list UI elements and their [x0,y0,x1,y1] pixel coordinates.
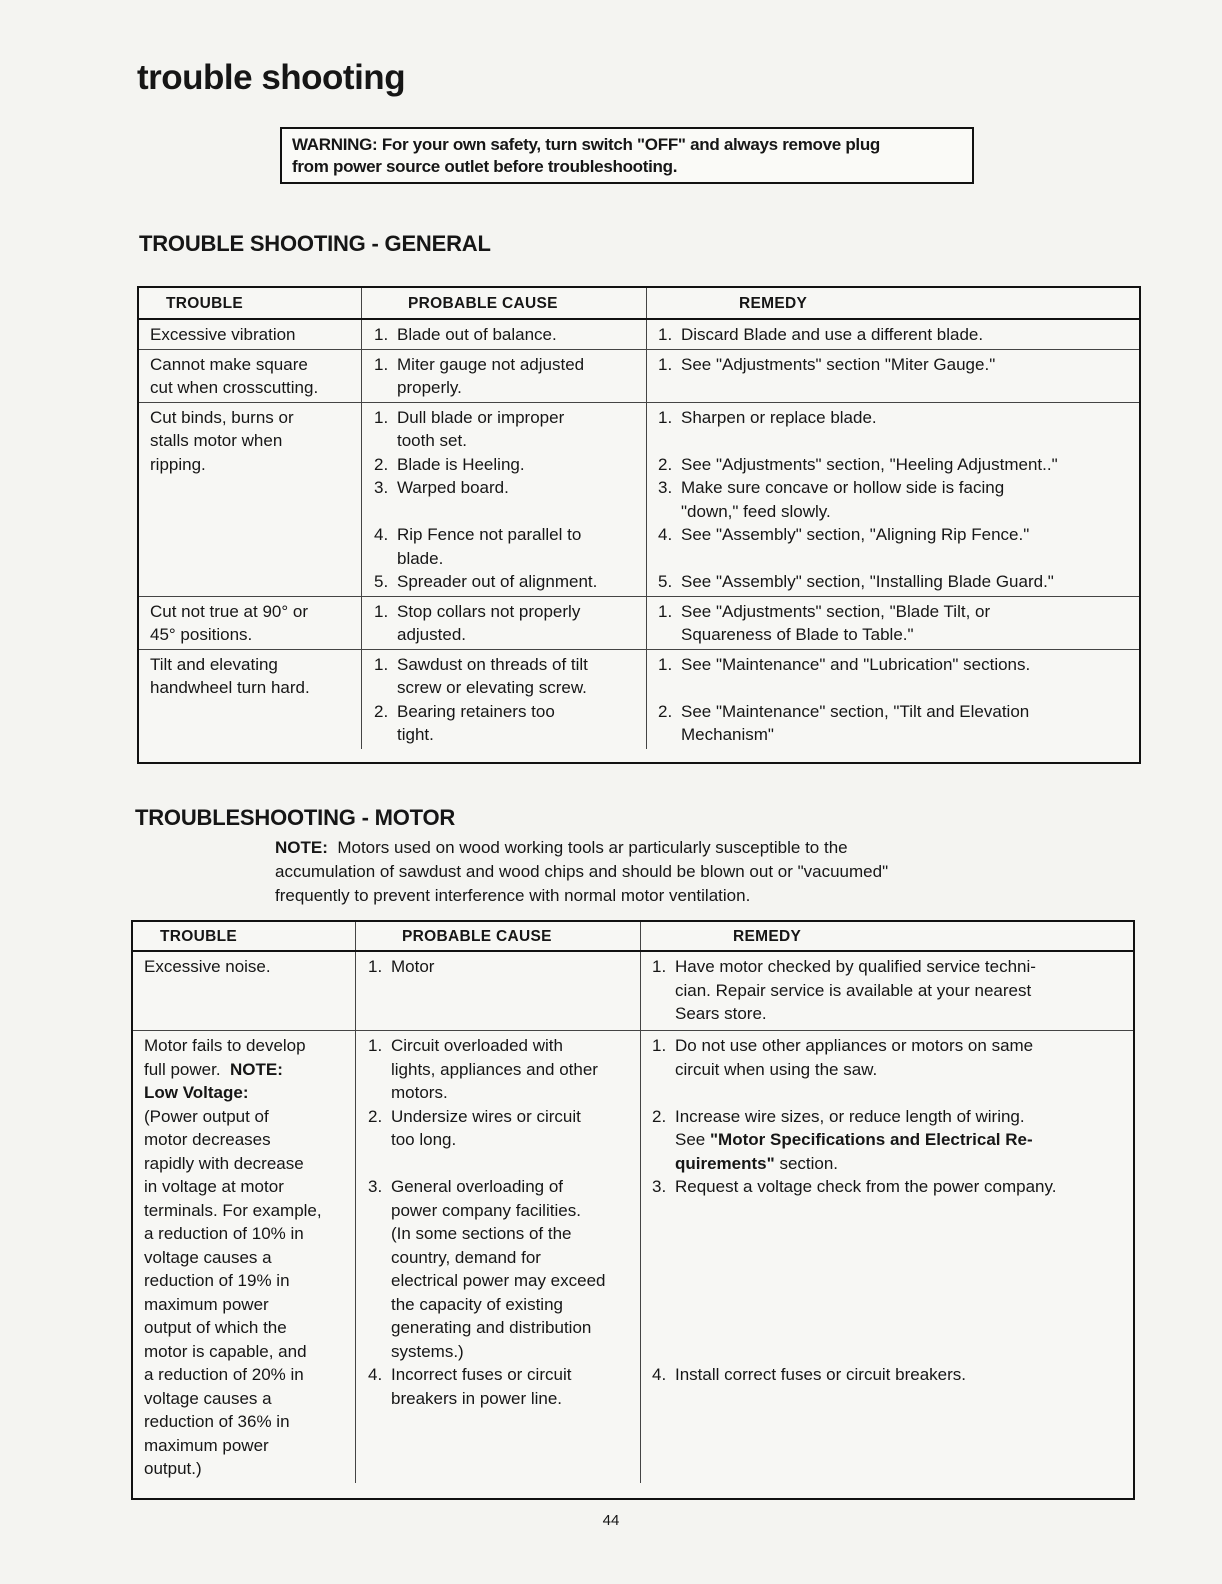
trouble-text: output of which the [144,1318,287,1337]
remedy-text: See [675,1130,706,1149]
header-trouble: TROUBLE [160,927,238,945]
warning-box [280,127,974,184]
item-number: 3. [374,478,389,497]
remedy-text: Sears store. [675,1004,767,1023]
trouble-text: Cut not true at 90° or [150,601,308,621]
header-cause: PROBABLE CAUSE [355,922,640,950]
remedy-text: See "Assembly" section, "Aligning Rip Fence." [681,525,1030,544]
item-number: 1. [374,407,389,427]
cause-text: Miter gauge not adjusted [397,354,585,374]
table-row [139,320,1139,350]
table-row [139,350,1139,403]
trouble-cell [139,320,361,349]
remedy-text: Sharpen or replace blade. [681,407,877,427]
header-remedy: REMEDY [640,922,1133,950]
remedy-text: See "Maintenance" section, "Tilt and Elevation [681,701,1030,721]
remedy-cell [646,597,1139,649]
cause-text: the capacity of existing [391,1294,563,1314]
item-number: 1. [658,601,673,621]
trouble-text: maximum power [144,1435,269,1455]
item-number: 1. [658,354,673,374]
cause-cell [361,597,646,649]
cause-text: motors. [391,1083,448,1102]
motor-note [275,836,1015,908]
trouble-text: Motor fails to develop [144,1036,306,1055]
table-row [139,650,1139,749]
trouble-text: in voltage at motor [144,1177,284,1196]
trouble-text: motor decreases [144,1130,271,1149]
trouble-text: Excessive vibration [150,325,296,344]
trouble-text: reduction of 36% in [144,1412,290,1431]
item-number: 1. [652,1036,667,1055]
cause-text: blade. [397,548,444,568]
table-row [139,597,1139,650]
remedy-text: cian. Repair service is available at your nearest [675,980,1032,1000]
trouble-text: 45° positions. [150,625,253,644]
item-number: 5. [374,572,389,591]
cause-text: Spreader out of alignment. [397,572,598,591]
trouble-text: voltage causes a [144,1388,272,1408]
note-text: Motors used on wood working tools ar particularly susceptible to the [337,838,848,857]
note-text: frequently to prevent interference with normal motor ventilation. [275,886,751,905]
cause-text: Circuit overloaded with [391,1036,563,1055]
cause-text: properly. [397,378,462,397]
trouble-text: ripping. [150,454,206,474]
cause-text: Incorrect fuses or circuit [391,1365,572,1384]
cause-text: screw or elevating screw. [397,678,587,697]
cause-text: systems.) [391,1341,464,1361]
page-number: 44 [602,1512,620,1529]
note-text: accumulation of sawdust and wood chips and should be blown out or "vacuumed" [275,862,889,881]
item-number: 1. [652,957,667,976]
remedy-cell [646,650,1139,749]
cause-text: Blade is Heeling. [397,454,525,474]
general-header-row [139,288,1139,320]
item-number: 1. [368,957,383,976]
item-number: 1. [368,1036,383,1055]
item-number: 1. [374,354,389,374]
note-label: NOTE: [275,838,328,857]
remedy-text: Install correct fuses or circuit breakers. [675,1365,966,1384]
cause-text: Motor [391,957,435,976]
trouble-cell [139,403,361,596]
trouble-text: cut when crosscutting. [150,378,319,397]
cause-text: electrical power may exceed [391,1271,606,1290]
item-number: 1. [658,654,673,674]
remedy-cell [640,1031,1133,1483]
trouble-text: voltage causes a [144,1247,272,1267]
cause-text: country, demand for [391,1247,541,1267]
remedy-bold-text: "Motor Specifications and Electrical Re- [709,1130,1033,1149]
cause-text: General overloading of [391,1177,564,1196]
remedy-text: circuit when using the saw. [675,1059,878,1079]
trouble-note-label: NOTE: [230,1059,283,1079]
item-number: 4. [374,525,389,544]
item-number: 4. [652,1365,667,1384]
cause-text: Blade out of balance. [397,325,557,344]
remedy-cell [640,952,1133,1030]
item-number: 4. [658,525,673,544]
item-number: 5. [658,572,673,591]
item-number: 2. [374,701,389,721]
cause-text: breakers in power line. [391,1388,563,1408]
cause-text: Rip Fence not parallel to [397,525,582,544]
cause-text: too long. [391,1130,457,1149]
remedy-text: Make sure concave or hollow side is facing [681,478,1005,497]
cause-text: (In some sections of the [391,1224,572,1243]
cause-cell [355,952,640,1030]
remedy-cell [646,403,1139,596]
general-table [137,286,1141,764]
motor-heading: TROUBLESHOOTING - MOTOR [135,805,456,830]
item-number: 1. [374,654,389,674]
trouble-cell [133,952,355,1030]
cause-text: adjusted. [397,625,466,644]
item-number: 3. [368,1177,383,1196]
remedy-text: Have motor checked by qualified service techni- [675,957,1036,976]
trouble-text: reduction of 19% in [144,1271,290,1290]
table-row [133,1031,1133,1483]
low-voltage-label: Low Voltage: [144,1083,249,1102]
remedy-text: Squareness of Blade to Table." [681,625,914,644]
trouble-cell [139,650,361,749]
table-row [139,403,1139,597]
header-remedy: REMEDY [646,288,1139,318]
cause-cell [361,320,646,349]
warning-line-1: WARNING: For your own safety, turn switch "OFF" and always remove plug [292,135,880,154]
item-number: 2. [652,1106,667,1126]
trouble-cell [139,350,361,402]
cause-text: Dull blade or improper [397,407,565,427]
trouble-text: output.) [144,1459,202,1478]
item-number: 3. [658,478,673,497]
table-row [133,952,1133,1031]
item-number: 2. [658,701,673,721]
remedy-text: Do not use other appliances or motors on same [675,1036,1034,1055]
trouble-text: stalls motor when [150,431,283,450]
item-number: 1. [658,407,673,427]
cause-text: Bearing retainers too [397,701,555,721]
cause-text: tight. [397,725,434,744]
cause-text: Undersize wires or circuit [391,1106,581,1126]
trouble-text: (Power output of [144,1106,269,1126]
remedy-cell [646,350,1139,402]
cause-text: Stop collars not properly [397,601,581,621]
trouble-text: terminals. For example, [144,1200,322,1220]
item-number: 1. [374,601,389,621]
trouble-text: Excessive noise. [144,957,271,976]
item-number: 4. [368,1365,383,1384]
general-heading: TROUBLE SHOOTING - GENERAL [139,231,491,256]
trouble-cell [133,1031,355,1483]
trouble-text: full power. [144,1059,221,1079]
remedy-text: Mechanism" [681,725,774,744]
trouble-text: maximum power [144,1294,269,1314]
remedy-text: Discard Blade and use a different blade. [681,325,984,344]
trouble-cell [139,597,361,649]
remedy-text: "down," feed slowly. [681,501,831,521]
item-number: 1. [658,325,673,344]
remedy-text: Request a voltage check from the power company. [675,1177,1057,1196]
motor-header-row [133,922,1133,952]
remedy-text: Increase wire sizes, or reduce length of wiring. [675,1106,1025,1126]
remedy-cell [646,320,1139,349]
trouble-text: Cut binds, burns or [150,407,294,427]
remedy-bold-text: quirements" [675,1153,775,1173]
trouble-text: rapidly with decrease [144,1153,304,1173]
trouble-text: motor is capable, and [144,1341,307,1361]
header-cause: PROBABLE CAUSE [361,288,646,318]
trouble-text: Tilt and elevating [150,654,278,674]
remedy-text: section. [779,1153,839,1173]
remedy-text: See "Assembly" section, "Installing Blade Guard." [681,572,1054,591]
motor-table [131,920,1135,1500]
item-number: 1. [374,325,389,344]
remedy-text: See "Adjustments" section, "Heeling Adjustment.." [681,454,1058,474]
trouble-text: Cannot make square [150,354,308,374]
trouble-text: a reduction of 10% in [144,1224,304,1243]
item-number: 2. [374,454,389,474]
cause-text: power company facilities. [391,1200,581,1220]
remedy-text: See "Adjustments" section, "Blade Tilt, or [681,601,991,621]
item-number: 2. [658,454,673,474]
cause-text: Warped board. [397,478,509,497]
remedy-text: See "Adjustments" section "Miter Gauge." [681,354,996,374]
cause-text: Sawdust on threads of tilt [397,654,588,674]
header-trouble: TROUBLE [166,294,244,312]
cause-cell [361,350,646,402]
cause-cell [361,650,646,749]
item-number: 3. [652,1177,667,1196]
remedy-text: See "Maintenance" and "Lubrication" sections. [681,654,1031,674]
cause-text: tooth set. [397,431,467,450]
trouble-text: a reduction of 20% in [144,1365,304,1384]
cause-text: generating and distribution [391,1318,592,1337]
cause-cell [355,1031,640,1483]
cause-cell [361,403,646,596]
cause-text: lights, appliances and other [391,1059,598,1079]
item-number: 2. [368,1106,383,1126]
page-title: trouble shooting [137,58,406,97]
warning-line-2: from power source outlet before troubleshooting. [292,157,678,176]
trouble-text: handwheel turn hard. [150,678,310,697]
